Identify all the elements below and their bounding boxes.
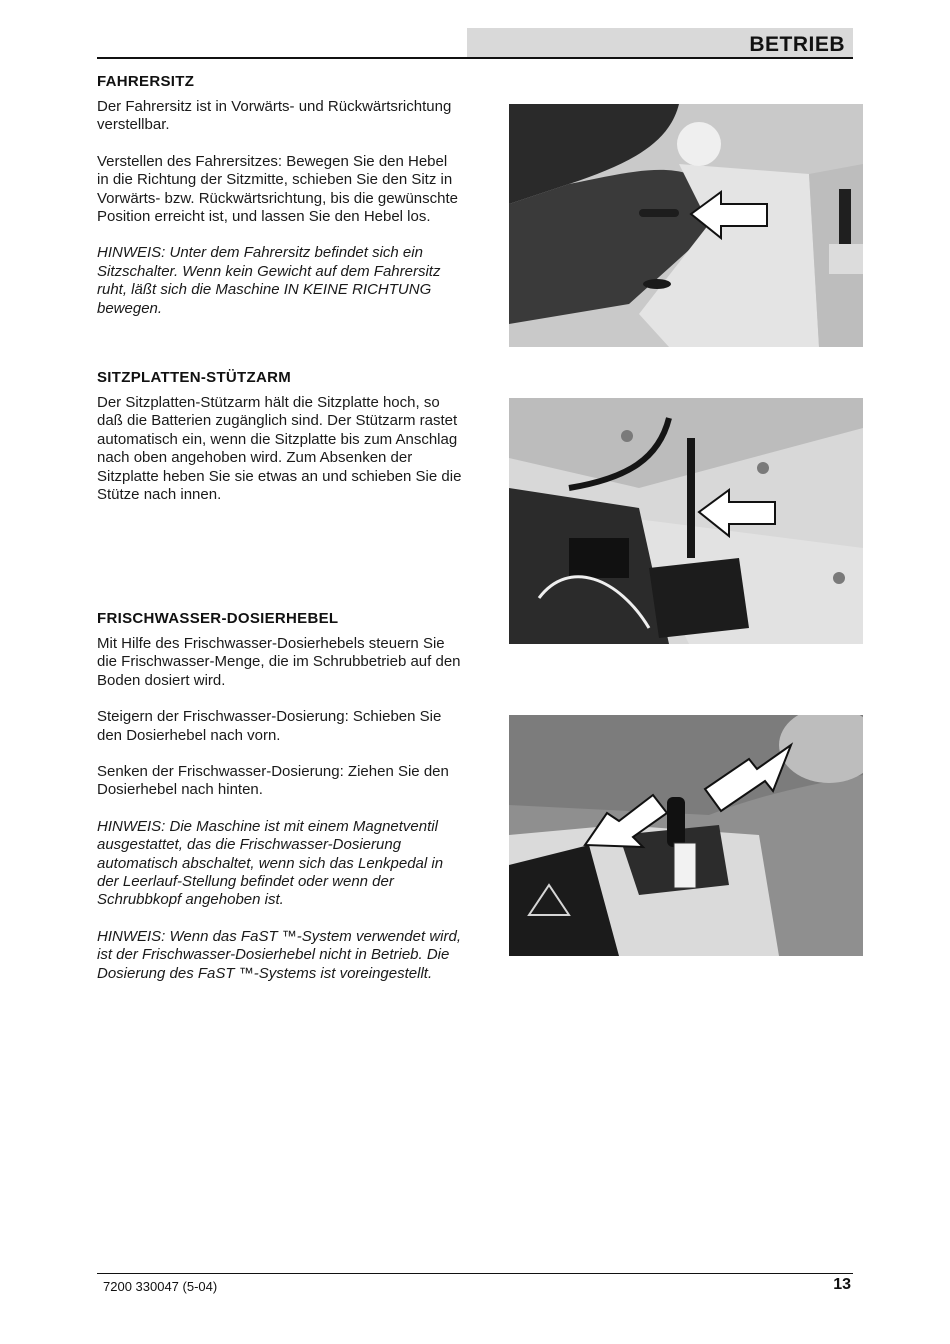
section-fahrersitz bbox=[97, 73, 462, 318]
page-number: 13 bbox=[833, 1276, 851, 1293]
section-heading: FAHRERSITZ bbox=[97, 73, 195, 90]
section-heading: FRISCHWASSER-DOSIERHEBEL bbox=[97, 610, 339, 627]
support-arm-photo bbox=[509, 398, 863, 644]
footer-divider bbox=[97, 1273, 853, 1274]
section-frischwasser-dosierhebel bbox=[97, 610, 462, 983]
note-paragraph: HINWEIS: Wenn das FaST ™-System verwendet wird, ist der Frischwasser-Dosierhebel nicht in Betrieb. Die Dosierung des FaST ™-Systems ist voreingestellt. bbox=[97, 927, 461, 982]
paragraph: Verstellen des Fahrersitzes: Bewegen Sie den Hebel in die Richtung der Sitzmitte, schieben Sie den Sitz in Vorwärts- bzw. Rückwärtsrichtung, bis die gewünschte Position erreicht ist, und lassen Sie den Hebel los. bbox=[97, 152, 458, 226]
paragraph: Senken der Frischwasser-Dosierung: Ziehen Sie den Dosierhebel nach hinten. bbox=[97, 763, 449, 799]
paragraph: Der Sitzplatten-Stützarm hält die Sitzplatte hoch, so daß die Batterien zugänglich sind. Der Stützarm rastet automatisch ein, wenn die Sitzplatte bis zum Anschlag nach oben angehoben wird. Zum Absenken der Sitzplatte heben Sie sie etwas an und schieben Sie die Stütze nach innen. bbox=[97, 394, 462, 504]
paragraph: Steigern der Frischwasser-Dosierung: Schieben Sie den Dosierhebel nach vorn. bbox=[97, 708, 442, 744]
document-number: 7200 330047 (5-04) bbox=[103, 1279, 218, 1294]
paragraph: Mit Hilfe des Frischwasser-Dosierhebels steuern Sie die Frischwasser-Menge, die im Schrubbetrieb auf den Boden dosiert wird. bbox=[97, 635, 461, 689]
paragraph: Der Fahrersitz ist in Vorwärts- und Rückwärtsrichtung verstellbar. bbox=[97, 98, 452, 134]
section-heading: SITZPLATTEN-STÜTZARM bbox=[97, 369, 292, 386]
note-paragraph: HINWEIS: Unter dem Fahrersitz befindet sich ein Sitzschalter. Wenn kein Gewicht auf dem Fahrersitz ruht, läßt sich die Maschine IN KEINE RICHTUNG bewegen. bbox=[97, 244, 441, 317]
section-sitzplatten-stuetzarm bbox=[97, 369, 462, 504]
dosing-lever-photo bbox=[509, 715, 863, 956]
note-paragraph: HINWEIS: Die Maschine ist mit einem Magnetventil ausgestattet, das die Frischwasser-Dosierung automatisch abschaltet, wenn sich das Lenkpedal in der Leerlauf-Stellung befindet oder wenn der Schrubbkopf angehoben ist. bbox=[97, 817, 444, 909]
header-divider bbox=[97, 57, 853, 59]
section-title: BETRIEB bbox=[749, 33, 845, 56]
seat-lever-photo bbox=[509, 104, 863, 347]
